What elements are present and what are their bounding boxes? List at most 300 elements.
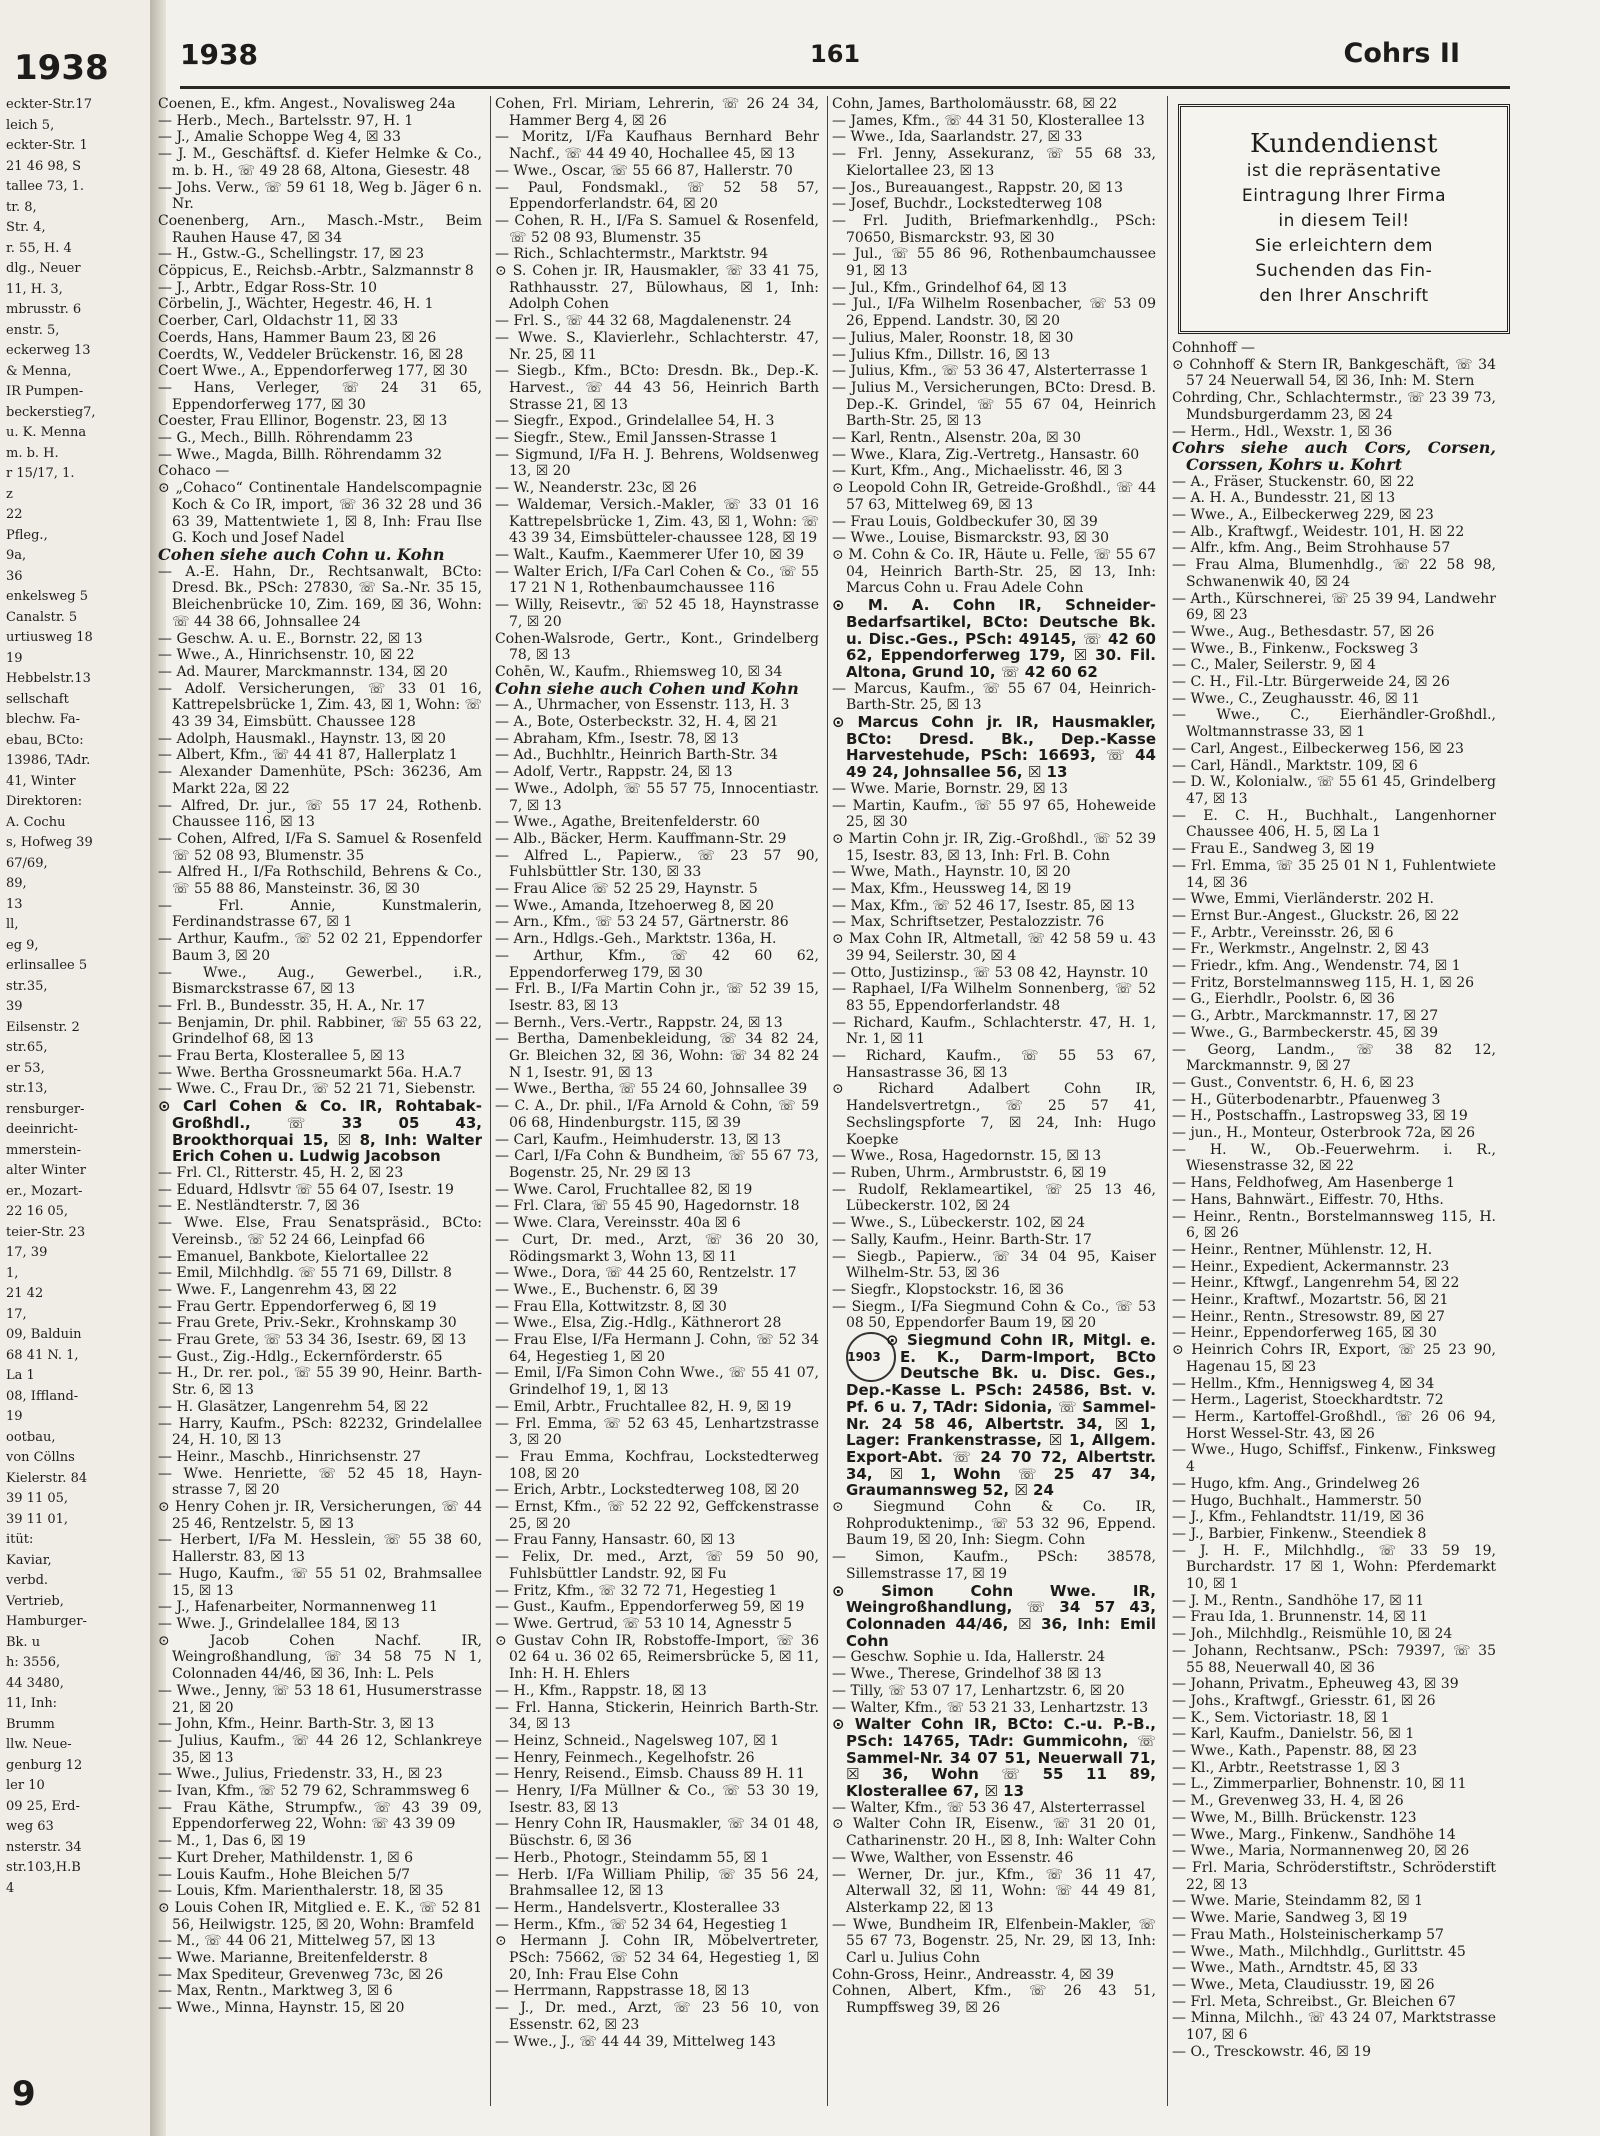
directory-entry: — Julius, Maler, Roonstr. 18, ☒ 30	[832, 329, 1074, 346]
directory-entry: — Wwe., Aug., Gewerbel., i.R., Bismarckstrasse 67, ☒ 13	[158, 964, 482, 998]
prev-page-line: Pfleg.,	[6, 527, 48, 543]
directory-entry: — Wwe., Kath., Papenstr. 88, ☒ 23	[1172, 1743, 1418, 1760]
prev-page-line: 19	[6, 650, 23, 666]
directory-entry: — Fr., Werkmstr., Angelnstr. 2, ☒ 43	[1172, 941, 1430, 958]
directory-entry: — L., Zimmerparlier, Bohnenstr. 10, ☒ 11	[1172, 1776, 1467, 1793]
directory-entry: — Wwe. C., Frau Dr., ☏ 52 21 71, Siebenstr.	[158, 1081, 476, 1098]
directory-entry: — Simon, Kaufm., PSch: 38578, Sillemstrasse 17, ☒ 19	[832, 1549, 1156, 1582]
directory-entry: — Herrmann, Rappstrasse 18, ☒ 13	[495, 1983, 750, 2000]
directory-entry: — M., ☏ 44 06 21, Mittelweg 57, ☒ 13	[158, 1933, 436, 1950]
directory-entry: — H., Güterbodenarbtr., Pfauenweg 3	[1172, 1091, 1441, 1108]
directory-entry: — Herbert, I/Fa M. Hesslein, ☏ 55 38 60, Hallerstr. 83, ☒ 13	[158, 1532, 482, 1566]
directory-entry: — Frau Louis, Goldbeckufer 30, ☒ 39	[832, 513, 1098, 530]
directory-entry: — Siegfr., Klopstockstr. 16, ☒ 36	[832, 1281, 1064, 1298]
directory-entry: — Otto, Justizinsp., ☏ 53 08 42, Haynstr. 10	[832, 964, 1149, 981]
ad-line: den Ihrer Anschrift	[1259, 286, 1429, 306]
directory-entry: — Frl. Emma, ☏ 35 25 01 N 1, Fuhlentwiete 14, ☒ 36	[1172, 857, 1496, 891]
directory-entry: — Wwe, Bundheim IR, Elfenbein-Makler, ☏ 55 67 73, Bogenstr. 25, Nr. 29, ☒ 13, Inh: Carl u. Julius Cohn	[832, 1916, 1156, 1967]
directory-entry: — Wwe., Julius, Friedenstr. 33, H., ☒ 23	[158, 1766, 443, 1783]
directory-entry: — Hugo, Kaufm., ☏ 55 51 02, Brahmsallee 15, ☒ 13	[158, 1565, 482, 1599]
directory-entry: — Walter, Kfm., ☏ 53 36 47, Alsterterrassel	[832, 1799, 1146, 1816]
directory-entry: — Adolf, Vertr., Rappstr. 24, ☒ 13	[495, 764, 733, 781]
prev-page-line: 39 11 01,	[6, 1511, 69, 1527]
directory-entry: — Frl. Clara, ☏ 55 45 90, Hagedornstr. 18	[495, 1198, 800, 1215]
directory-entry: — Waldemar, Versich.-Makler, ☏ 33 01 16 Kattrepelsbrücke 1, Zim. 43, ☒ 1, Wohn: ☏ 43 39 34, Eimsbütteler-chaussee 128, ☒ 19	[495, 496, 819, 547]
directory-entry: — Gust., Kaufm., Eppendorferweg 59, ☒ 19	[495, 1599, 805, 1616]
directory-entry: — Emil, I/Fa Simon Cohn Wwe., ☏ 55 41 07, Grindelhof 19, 1, ☒ 13	[495, 1365, 819, 1399]
directory-entry: — Sally, Kaufm., Heinr. Barth-Str. 17	[832, 1231, 1092, 1248]
directory-entry: — Wwe., J., ☏ 44 44 39, Mittelweg 143	[495, 2033, 776, 2050]
directory-entry: — Max, Kfm., ☏ 52 46 17, Isestr. 85, ☒ 13	[832, 897, 1135, 914]
directory-entry: — Jul., ☏ 55 86 96, Rothenbaumchaussee 91, ☒ 13	[832, 246, 1156, 280]
directory-column-4	[1172, 340, 1496, 2060]
directory-entry: ⊙ Hermann J. Cohn IR, Möbelvertreter, PSch: 75662, ☏ 52 34 64, Hegestieg 1, ☒ 20, Inh: Frau Else Cohn	[495, 1933, 819, 1983]
prev-page-year: 1938	[14, 48, 109, 88]
prev-page-line: 89,	[6, 876, 27, 891]
prev-page-line: 09, Balduin	[6, 1327, 82, 1342]
directory-entry: Cohnhoff —	[1172, 340, 1256, 356]
column-divider	[490, 96, 491, 2106]
directory-entry: — Wwe. Marie, Bornstr. 29, ☒ 13	[832, 780, 1068, 797]
directory-entry: — Heinr., Eppendorferweg 165, ☒ 30	[1172, 1325, 1437, 1342]
directory-entry: — Albert, Kfm., ☏ 44 41 87, Hallerplatz 1	[158, 747, 458, 764]
directory-entry: — Julius, Kfm., ☏ 53 36 47, Alsterterrasse 1	[832, 363, 1149, 380]
directory-entry: — Walter Erich, I/Fa Carl Cohen & Co., ☏ 55 17 21 N 1, Rothenbaumchaussee 116	[495, 563, 819, 597]
directory-entry: ⊙ Max Cohn IR, Altmetall, ☏ 42 58 59 u. 43 39 94, Seilerstr. 30, ☒ 4	[832, 931, 1156, 964]
directory-entry: — Johs. Verw., ☏ 59 61 18, Weg b. Jäger 6 n. Nr.	[158, 179, 482, 213]
directory-entry: — Frau Berta, Klosterallee 5, ☒ 13	[158, 1048, 405, 1065]
directory-entry: — Wwe. Henriette, ☏ 52 45 18, Hayn- strasse 7, ☒ 20	[158, 1465, 482, 1499]
directory-entry: — Karl, Rentn., Alsenstr. 20a, ☒ 30	[832, 430, 1081, 447]
prev-page-line: verbd.	[6, 1573, 49, 1588]
directory-entry: — Wwe. Bertha Grossneumarkt 56a. H.A.7	[158, 1064, 462, 1081]
directory-entry: — Moritz, I/Fa Kaufhaus Bernhard Behr Nachf., ☏ 44 49 40, Hochallee 45, ☒ 13	[495, 129, 819, 163]
directory-entry: — Frau Käthe, Strumpfw., ☏ 43 39 09, Eppendorferweg 22, Wohn: ☏ 43 39 09	[158, 1799, 482, 1833]
directory-entry: — Marcus, Kaufm., ☏ 55 67 04, Heinrich-Barth-Str. 25, ☒ 13	[832, 680, 1156, 714]
directory-entry: — Frl. B., I/Fa Martin Cohn jr., ☏ 52 39 15, Isestr. 83, ☒ 13	[495, 981, 819, 1014]
directory-entry: — Julius Kfm., Dillstr. 16, ☒ 13	[832, 346, 1051, 363]
directory-entry: — Adolph, Hausmakl., Haynstr. 13, ☒ 20	[158, 730, 446, 747]
directory-entry: — Wwe., Magda, Billh. Röhrendamm 32	[158, 446, 443, 463]
prev-page-line: tallee 73, 1.	[6, 179, 85, 194]
directory-entry: — Wwe. Carol, Fruchtallee 82, ☒ 19	[495, 1181, 753, 1198]
directory-entry: — Wwe., Math., Milchhdlg., Gurlittstr. 45	[1172, 1943, 1466, 1960]
directory-entry: ⊙ Jacob Cohen Nachf. IR, Weingroßhandlung, ☏ 34 58 75 N 1, Colonnaden 44/46, ☒ 36, Inh: L. Pels	[158, 1632, 482, 1683]
directory-entry: — Frau Grete, Priv.-Sekr., Krohnskamp 30	[158, 1315, 457, 1332]
directory-entry: — Curt, Dr. med., Arzt, ☏ 36 20 30, Rödingsmarkt 3, Wohn 13, ☒ 11	[495, 1231, 819, 1265]
prev-page-line: 22 16 05,	[6, 1204, 69, 1219]
directory-entry: — Ernst, Kfm., ☏ 52 22 92, Geffckenstrasse 25, ☒ 20	[495, 1499, 819, 1532]
prev-page-line: Kielerstr. 84	[6, 1470, 88, 1486]
directory-entry: — Ernst Bur.-Angest., Gluckstr. 26, ☒ 22	[1172, 907, 1460, 924]
ad-line: Suchenden das Fin-	[1255, 261, 1433, 281]
directory-entry: — Josef, Buchdr., Lockstedterweg 108	[832, 196, 1103, 213]
directory-entry: — Rich., Schlachtermstr., Marktstr. 94	[495, 246, 769, 263]
prev-page-line: erlinsallee 5	[6, 958, 88, 973]
prev-page-line: Vertrieb,	[6, 1593, 64, 1609]
directory-entry: — Herm., Lagerist, Stoeckhardtstr. 72	[1172, 1392, 1444, 1409]
directory-entry: — Frau Gertr. Eppendorferweg 6, ☒ 19	[158, 1298, 437, 1315]
prev-page-line: s, Hofweg 39	[6, 835, 93, 850]
directory-entry: — Karl, Kaufm., Danielstr. 56, ☒ 1	[1172, 1726, 1415, 1743]
prev-page-line: 13	[6, 896, 23, 912]
directory-entry: — Felix, Dr. med., Arzt, ☏ 59 50 90, Fuhlsbüttler Landstr. 92, ☒ Fu	[495, 1549, 819, 1582]
prev-page-line: urtiusweg 18	[6, 630, 93, 645]
directory-entry: — Wwe., Hugo, Schiffsf., Finkenw., Finksweg 4	[1172, 1442, 1496, 1476]
directory-entry: — Alfr., kfm. Ang., Beim Strohhause 57	[1172, 540, 1451, 557]
directory-entry: — Wwe., Amanda, Itzehoerweg 8, ☒ 20	[495, 897, 774, 914]
directory-entry: — H., Kfm., Rappstr. 18, ☒ 13	[495, 1682, 707, 1699]
directory-entry: — Alexander Damenhüte, PSch: 36236, Am Markt 22a, ☒ 22	[158, 764, 482, 797]
directory-entry: — Herm., Hdl., Wexstr. 1, ☒ 36	[1172, 423, 1393, 440]
directory-entry: — Frl. Meta, Schreibst., Gr. Bleichen 67	[1172, 1993, 1456, 2010]
prev-page-line: m. b. H.	[6, 445, 59, 461]
directory-entry: — Hugo, kfm. Ang., Grindelweg 26	[1172, 1475, 1420, 1492]
directory-entry: — Wwe., Math., Arndtstr. 45, ☒ 33	[1172, 1960, 1418, 1977]
directory-entry: — Wwe., Agathe, Breitenfelderstr. 60	[495, 814, 760, 831]
header-name-range: Cohrs II	[1343, 38, 1460, 69]
prev-page-line: 17,	[6, 1306, 27, 1322]
prev-page-line: beckerstieg7,	[6, 404, 96, 420]
prev-page-line: Str. 4,	[6, 220, 46, 235]
directory-entry: — Heinr., Kraftwf., Mozartstr. 56, ☒ 21	[1172, 1292, 1449, 1309]
prev-page-line: 09 25, Erd-	[6, 1798, 80, 1814]
prev-page-line: enkelsweg 5	[6, 589, 89, 604]
directory-entry: — Frau Alma, Blumenhdlg., ☏ 22 58 98, Schwanenwik 40, ☒ 24	[1172, 557, 1496, 590]
directory-entry: — C., Maler, Seilerstr. 9, ☒ 4	[1172, 657, 1376, 674]
directory-entry: — Alb., Kraftwgf., Weidestr. 101, H. ☒ 22	[1172, 523, 1465, 540]
directory-entry: — Siegfr., Stew., Emil Janssen-Strasse 1	[495, 430, 779, 447]
directory-entry: — jun., H., Monteur, Osterbrook 72a, ☒ 26	[1172, 1125, 1476, 1142]
prev-page-line: 41, Winter	[6, 773, 76, 789]
directory-entry: — Jul., I/Fa Wilhelm Rosenbacher, ☏ 53 09 26, Eppend. Landstr. 30, ☒ 20	[832, 296, 1156, 330]
firm-entry: ⊙ Marcus Cohn jr. IR, Hausmakler, BCto: Dresd. Bk., Dep.-Kasse Harvestehude, PSch: 16693, ☏ 44 49 24, Johnsallee 56, ☒ 13	[832, 713, 1156, 782]
directory-entry: — Johann, Rechtsanw., PSch: 79397, ☏ 35 55 88, Neuerwall 40, ☒ 36	[1172, 1642, 1496, 1676]
directory-entry: — Wwe., C., Eierhändler-Großhdl., Woltmannstrasse 33, ☒ 1	[1172, 707, 1496, 741]
directory-entry: — Henry Cohn IR, Hausmakler, ☏ 34 01 48, Büschstr. 6, ☒ 36	[495, 1816, 819, 1850]
directory-entry: — C. H., Fil.-Ltr. Bürgerweide 24, ☒ 26	[1172, 674, 1450, 691]
directory-entry: — Frl. Emma, ☏ 52 63 45, Lenhartzstrasse 3, ☒ 20	[495, 1415, 819, 1449]
directory-entry: Coerds, Hans, Hammer Baum 23, ☒ 26	[158, 329, 437, 346]
surname-header: Cohn siehe auch Cohen und Kohn	[495, 678, 799, 698]
prev-page-line: Hebbelstr.13	[6, 671, 91, 686]
prev-page-line: 22	[6, 507, 23, 522]
directory-entry: — H. W., Ob.-Feuerwehrm. i. R., Wiesenstrasse 32, ☒ 22	[1172, 1141, 1496, 1175]
directory-entry: — K., Sem. Victoriastr. 18, ☒ 1	[1172, 1709, 1390, 1726]
directory-entry: — Wwe., Dora, ☏ 44 25 60, Rentzelstr. 17	[495, 1265, 797, 1282]
directory-entry: ⊙ S. Cohen jr. IR, Hausmakler, ☏ 33 41 75, Rathhausstr. 27, Bülowhaus, ☒ 1, Inh: Adolph Cohen	[495, 263, 819, 313]
directory-entry: — Frl. Cl., Ritterstr. 45, H. 2, ☒ 23	[158, 1165, 404, 1181]
directory-entry: — Wwe., Adolph, ☏ 55 57 75, Innocentiastr. 7, ☒ 13	[495, 780, 819, 814]
directory-entry: — Frl. Jenny, Assekuranz, ☏ 55 68 33, Kielortallee 23, ☒ 13	[832, 146, 1156, 179]
ad-line: Eintragung Ihrer Firma	[1241, 186, 1447, 206]
previous-page-edge	[0, 0, 151, 2136]
directory-entry: — Wwe, Math., Haynstr. 10, ☒ 20	[832, 864, 1071, 881]
directory-entry: — Wwe., Elsa, Zig.-Hdlg., Käthnerort 28	[495, 1315, 782, 1332]
directory-entry: — Friedr., kfm. Ang., Wendenstr. 74, ☒ 1	[1172, 958, 1461, 975]
ad-line: ist die repräsentative	[1246, 161, 1442, 181]
directory-entry: — A.-E. Hahn, Dr., Rechtsanwalt, BCto: Dresd. Bk., PSch: 27830, ☏ Sa.-Nr. 35 15, Bleichenbrücke 10, Zim. 169, ☒ 36, Wohn: ☏ 44 38 66, Johnsallee 24	[158, 563, 482, 630]
directory-entry: — Martin, Kaufm., ☏ 55 97 65, Hoheweide 25, ☒ 30	[832, 797, 1156, 831]
directory-entry: — Herm., Handelsvertr., Klosterallee 33	[495, 1899, 781, 1916]
directory-entry: — Wwe, Emmi, Vierländerstr. 202 H.	[1172, 891, 1434, 908]
directory-entry: — Rudolf, Reklameartikel, ☏ 25 13 46, Lübeckerstr. 102, ☒ 24	[832, 1181, 1156, 1215]
directory-entry: — H. Glasätzer, Langenrehm 54, ☒ 22	[158, 1398, 429, 1415]
directory-entry: — J. M., Geschäftsf. d. Kiefer Helmke & Co., m. b. H., ☏ 49 28 68, Altona, Giesestr. 48	[158, 146, 482, 179]
directory-entry: ⊙ Siegmund Cohn & Co. IR, Rohproduktenimp., ☏ 53 32 96, Eppend. Baum 19, ☒ 20, Inh: Siegm. Cohn	[832, 1499, 1156, 1549]
directory-entry: — Wwe., B., Finkenw., Focksweg 3	[1172, 640, 1419, 657]
directory-entry: ⊙ Gustav Cohn IR, Robstoffe-Import, ☏ 36 02 64 u. 36 02 65, Reimersbrücke 5, ☒ 11, Inh: H. H. Ehlers	[495, 1632, 819, 1683]
directory-entry: — Johann, Privatm., Epheuweg 43, ☒ 39	[1172, 1676, 1459, 1693]
directory-entry: — C. A., Dr. phil., I/Fa Arnold & Cohn, ☏ 59 06 68, Hindenburgstr. 115, ☒ 39	[495, 1098, 819, 1131]
directory-entry: Cohen-Walsrode, Gertr., Kont., Grindelberg 78, ☒ 13	[495, 630, 819, 664]
directory-entry: — Wwe. Clara, Vereinsstr. 40a ☒ 6	[495, 1215, 741, 1232]
firm-entry: ⊙ M. A. Cohn IR, Schneider-Bedarfsartikel, BCto: Deutsche Bk. u. Disc.-Ges., PSch: 49145, ☏ 42 60 62, Eppendorferweg 179, ☒ 30. Fil. Altona, Grund 10, ☏ 42 60 62	[832, 596, 1156, 681]
directory-entry: — Max, Schriftsetzer, Pestalozzistr. 76	[832, 914, 1105, 931]
directory-entry: — G., Arbtr., Marckmannstr. 17, ☒ 27	[1172, 1008, 1439, 1025]
prev-page-line: er., Mozart-	[6, 1183, 83, 1199]
directory-entry: — Arn., Kfm., ☏ 53 24 57, Gärtnerstr. 86	[495, 914, 789, 931]
directory-entry: — Herb. I/Fa William Philip, ☏ 35 56 24, Brahmsallee 12, ☒ 13	[495, 1866, 819, 1900]
prev-page-line: Canalstr. 5	[6, 609, 78, 625]
prev-page-line: str.103,H.B	[6, 1860, 81, 1875]
prev-page-line: dlg., Neuer	[6, 261, 81, 276]
directory-entry: — Kurt, Kfm., Ang., Michaelisstr. 46, ☒ 3	[832, 463, 1123, 480]
directory-entry: — Julius, Kaufm., ☏ 44 26 12, Schlankreye 35, ☒ 13	[158, 1732, 482, 1766]
column-divider	[1167, 96, 1168, 2106]
directory-entry: — Frau Grete, ☏ 53 34 36, Isestr. 69, ☒ 13	[158, 1332, 467, 1349]
directory-entry: — W., Neanderstr. 23c, ☒ 26	[495, 480, 697, 497]
directory-entry: — G., Mech., Billh. Röhrendamm 23	[158, 430, 414, 447]
prev-page-line: 1,	[6, 1265, 19, 1281]
directory-entry: Cohēn, W., Kaufm., Rhiemsweg 10, ☒ 34	[495, 663, 783, 680]
directory-entry: — J., Barbier, Finkenw., Steendiek 8	[1172, 1525, 1427, 1542]
directory-entry: — Frau Fanny, Hansastr. 60, ☒ 13	[495, 1532, 736, 1549]
prev-page-line: er 53,	[6, 1060, 45, 1076]
directory-entry: — Alfred, Dr. jur., ☏ 55 17 24, Rothenb. Chaussee 116, ☒ 13	[158, 797, 482, 831]
prev-page-line: Kaviar,	[6, 1552, 52, 1568]
prev-page-line: weg 63	[6, 1819, 54, 1834]
directory-entry: — Heinr., Rentner, Mühlenstr. 12, H.	[1172, 1241, 1433, 1258]
directory-entry: — Alb., Bäcker, Herm. Kauffmann-Str. 29	[495, 830, 787, 847]
directory-entry: — Erich, Arbtr., Lockstedterweg 108, ☒ 20	[495, 1482, 800, 1499]
firm-entry: ⊙ Simon Cohn Wwe. IR, Weingroßhandlung, ☏ 34 57 43, Colonnaden 44/46, ☒ 36, Inh: Emil Cohn	[832, 1581, 1156, 1650]
directory-entry: — Wwe., Ida, Saarlandstr. 27, ☒ 33	[832, 129, 1083, 146]
directory-entry: Coester, Frau Ellinor, Bogenstr. 23, ☒ 13	[158, 413, 448, 430]
directory-column-2	[495, 96, 819, 2050]
directory-entry: ⊙ Richard Adalbert Cohn IR, Handelsvertretgn., ☏ 25 57 41, Sechslingspforte 7, ☒ 24, Inh: Hugo Koepke	[832, 1081, 1156, 1148]
prev-page-line: 19	[6, 1409, 23, 1424]
directory-entry: — Wwe. J., Grindelallee 184, ☒ 13	[158, 1615, 400, 1632]
prev-page-line: ebau, BCto:	[6, 732, 84, 748]
prev-page-line: str.13,	[6, 1081, 48, 1096]
directory-column-1	[158, 96, 482, 2017]
prev-page-line: Direktoren:	[6, 794, 83, 809]
directory-entry: — A., Fräser, Stuckenstr. 60, ☒ 22	[1172, 473, 1415, 490]
directory-entry: — J., Amalie Schoppe Weg 4, ☒ 33	[158, 129, 401, 146]
directory-entry: — M., 1, Das 6, ☒ 19	[158, 1833, 306, 1850]
directory-entry: — Eduard, Hdlsvtr ☏ 55 64 07, Isestr. 19	[158, 1181, 454, 1198]
directory-entry: — Frau Ida, 1. Brunnenstr. 14, ☒ 11	[1172, 1609, 1428, 1626]
directory-entry: — Arth., Kürschnerei, ☏ 25 39 94, Landwehr 69, ☒ 23	[1172, 590, 1496, 624]
prev-page-line: eckter-Str. 1	[6, 138, 88, 153]
prev-page-line: Eilsenstr. 2	[6, 1019, 80, 1035]
prev-page-line: tr. 8,	[6, 199, 37, 215]
directory-entry: — Ad. Maurer, Marckmannstr. 134, ☒ 20	[158, 663, 448, 680]
directory-entry: — Richard, Kaufm., ☏ 55 53 67, Hansastrasse 36, ☒ 13	[832, 1048, 1156, 1081]
directory-entry: — Louis, Kfm. Marienthalerstr. 18, ☒ 35	[158, 1883, 444, 1900]
directory-entry: Cohn, James, Bartholomäusstr. 68, ☒ 22	[832, 96, 1118, 112]
directory-entry: — G., Eierhdlr., Poolstr. 6, ☒ 36	[1172, 991, 1395, 1008]
directory-entry: — Tilly, ☏ 53 07 17, Lenhartzstr. 6, ☒ 20	[832, 1682, 1125, 1699]
directory-entry: Cohn-Gross, Heinr., Andreasstr. 4, ☒ 39	[832, 1966, 1115, 1983]
directory-entry: — M., Grevenweg 33, H. 4, ☒ 26	[1172, 1793, 1404, 1810]
directory-entry: — Abraham, Kfm., Isestr. 78, ☒ 13	[495, 730, 739, 747]
advertisement-box	[1178, 104, 1510, 334]
directory-entry: — Kurt Dreher, Mathildenstr. 1, ☒ 6	[158, 1849, 414, 1866]
header-year: 1938	[180, 38, 258, 71]
directory-column-3	[832, 96, 1156, 2017]
prev-page-line: 4	[6, 1880, 15, 1896]
directory-entry: — Wwe. F., Langenrehm 43, ☒ 22	[158, 1281, 398, 1298]
directory-entry: — Alfred L., Papierw., ☏ 23 57 90, Fuhlsbüttler Str. 130, ☒ 33	[495, 847, 819, 881]
directory-entry: — Frl. Judith, Briefmarkenhdlg., PSch: 70650, Bismarckstr. 93, ☒ 30	[832, 212, 1156, 246]
directory-entry: ⊙ Leopold Cohn IR, Getreide-Großhdl., ☏ 44 57 63, Mittelweg 69, ☒ 13	[832, 480, 1156, 513]
directory-entry: — Wwe., Klara, Zig.-Vertretg., Hansastr. 60	[832, 446, 1140, 463]
directory-entry: — Minna, Milchh., ☏ 43 24 07, Marktstrasse 107, ☒ 6	[1172, 2010, 1496, 2044]
surname-header: Cohen siehe auch Cohn u. Kohn	[158, 544, 445, 564]
directory-entry: — Geschw. Sophie u. Ida, Hallerstr. 24	[832, 1649, 1106, 1666]
directory-entry: — Hans, Bahnwärt., Eiffestr. 70, Hths.	[1172, 1191, 1444, 1208]
directory-entry: Cörbelin, J., Wächter, Hegestr. 46, H. 1	[158, 296, 434, 313]
prev-page-line: von Cöllns	[6, 1450, 75, 1465]
directory-entry: — J., Dr. med., Arzt, ☏ 23 56 10, von Essenstr. 62, ☒ 23	[495, 2000, 819, 2033]
directory-entry: — Siegfr., Expod., Grindelallee 54, H. 3	[495, 413, 775, 430]
directory-entry: Coerdts, W., Veddeler Brückenstr. 16, ☒ 28	[158, 346, 464, 363]
directory-entry: ⊙ Walter Cohn IR, Eisenw., ☏ 31 20 01, Catharinenstr. 20 H., ☒ 8, Inh: Walter Cohn	[832, 1816, 1156, 1850]
surname-header: Cohrs siehe auch Cors, Corsen, Corssen, Kohrs u. Kohrt	[1172, 438, 1496, 474]
prev-page-line: 9a,	[6, 548, 27, 563]
directory-entry: — Frl. Maria, Schröderstiftstr., Schröderstift 22, ☒ 13	[1172, 1859, 1496, 1893]
directory-entry: — Wwe., A., Eilbeckerweg 229, ☒ 23	[1172, 507, 1434, 524]
directory-entry: — Benjamin, Dr. phil. Rabbiner, ☏ 55 63 22, Grindelhof 68, ☒ 13	[158, 1014, 482, 1048]
prev-page-line: mbrusstr. 6	[6, 302, 82, 317]
directory-entry: — Wwe., A., Hinrichsenstr. 10, ☒ 22	[158, 647, 415, 664]
prev-page-line: La 1	[6, 1368, 35, 1383]
directory-entry: — Max, Rentn., Marktweg 3, ☒ 6	[158, 1983, 393, 2000]
directory-entry: — Emanuel, Bankbote, Kielortallee 22	[158, 1248, 429, 1265]
directory-entry: — Hans, Verleger, ☏ 24 31 65, Eppendorferweg 177, ☒ 30	[158, 379, 482, 413]
directory-entry: — H., Postschaffn., Lastropsweg 33, ☒ 19	[1172, 1108, 1468, 1125]
page-number: 161	[810, 40, 861, 68]
ad-line: Sie erleichtern dem	[1254, 236, 1434, 256]
prev-page-line: blechw. Fa-	[6, 712, 80, 727]
directory-entry: — Siegm., I/Fa Siegmund Cohn & Co., ☏ 53 08 50, Eppendorfer Baum 19, ☒ 20	[832, 1298, 1156, 1332]
directory-entry: — Herb., Mech., Bartelsstr. 97, H. 1	[158, 112, 414, 129]
directory-entry: — Raphael, I/Fa Wilhelm Sonnenberg, ☏ 52 83 55, Eppendorferlandstr. 48	[832, 981, 1156, 1014]
prev-page-line: 08, Iffland-	[6, 1388, 79, 1404]
directory-entry: — Hellm., Kfm., Hennigsweg 4, ☒ 34	[1172, 1375, 1435, 1392]
prev-page-line: itüt:	[6, 1532, 34, 1547]
prev-page-line: Hamburger-	[6, 1614, 87, 1629]
directory-entry: — Wwe., Marg., Finkenw., Sandhöhe 14	[1172, 1826, 1456, 1843]
firm-entry: ⊙ Walter Cohn IR, BCto: C.-u. P.-B., PSch: 14765, TAdr: Gummicohn, ☏ Sammel-Nr. 34 07 51, Neuerwall 71, ☒ 36, Wohn ☏ 55 11 89, Klosterallee 67, ☒ 13	[832, 1715, 1156, 1801]
directory-entry: — Georg, Landm., ☏ 38 82 12, Marckmannstr. 9, ☒ 27	[1172, 1041, 1496, 1075]
directory-entry: — Adolf. Versicherungen, ☏ 33 01 16, Kattrepelsbrücke 1, Zim. 43, ☒ 1, Wohn: ☏ 43 39 34, Eimsbütt. Chaussee 128	[158, 680, 482, 731]
directory-entry: — Max, Kfm., Heussweg 14, ☒ 19	[832, 881, 1072, 898]
directory-entry: — Wwe., G., Barmbeckerstr. 45, ☒ 39	[1172, 1024, 1439, 1041]
directory-entry: — Heinr., Maschb., Hinrichsenstr. 27	[158, 1448, 421, 1465]
directory-entry: — Wwe., E., Buchenstr. 6, ☒ 39	[495, 1281, 718, 1298]
directory-entry: — Max Spediteur, Grevenweg 73c, ☒ 26	[158, 1966, 444, 1983]
directory-entry: — Frl. Annie, Kunstmalerin, Ferdinandstrasse 67, ☒ 1	[158, 897, 482, 931]
directory-entry: — Heinr., Rentn., Borstelmannsweg 115, H. 6, ☒ 26	[1172, 1208, 1496, 1242]
prev-page-line: alter Winter	[6, 1163, 86, 1178]
directory-entry: — Carl, Händl., Marktstr. 109, ☒ 6	[1172, 757, 1418, 774]
directory-entry: — Hugo, Buchhalt., Hammerstr. 50	[1172, 1492, 1422, 1509]
prev-page-line: eg 9,	[6, 937, 39, 953]
prev-page-line: 44 3480,	[6, 1675, 64, 1691]
directory-entry: — Wwe, Walther, von Essenstr. 46	[832, 1849, 1074, 1866]
prev-page-line: ootbau,	[6, 1429, 56, 1445]
directory-entry: — Herb., Photogr., Steindamm 55, ☒ 1	[495, 1849, 770, 1866]
directory-entry: — Henry, Feinmech., Kegelhofstr. 26	[495, 1749, 755, 1766]
column-divider	[827, 96, 828, 2106]
directory-entry: — Frau Else, I/Fa Hermann J. Cohn, ☏ 52 34 64, Hegestieg 1, ☒ 20	[495, 1332, 819, 1365]
directory-entry: — O., Tresckowstr. 46, ☒ 19	[1172, 2043, 1372, 2060]
directory-entry: — Richard, Kaufm., Schlachterstr. 47, H. 1, Nr. 1, ☒ 11	[832, 1014, 1156, 1048]
directory-entry: — Arthur, Kfm., ☏ 42 60 62, Eppendorferweg 179, ☒ 30	[495, 947, 819, 981]
prev-page-line: sellschaft	[6, 691, 69, 707]
directory-entry: ⊙ Henry Cohen jr. IR, Versicherungen, ☏ 44 25 46, Rentzelstr. 5, ☒ 13	[158, 1499, 482, 1532]
directory-entry: — Heinr., Expedient, Ackermannstr. 23	[1172, 1258, 1450, 1275]
directory-entry: — Fritz, Borstelmannsweg 115, H. 1, ☒ 26	[1172, 974, 1475, 991]
directory-entry: Cohnen, Albert, Kfm., ☏ 26 43 51, Rumpffsweg 39, ☒ 26	[832, 1983, 1156, 2017]
directory-entry: — Wwe., Bertha, ☏ 55 24 60, Johnsallee 39	[495, 1081, 808, 1098]
directory-entry: — J., Kfm., Fehlandtstr. 11/19, ☒ 36	[1172, 1509, 1425, 1526]
directory-entry: — Wwe. Marie, Sandweg 3, ☒ 19	[1172, 1910, 1408, 1927]
prev-page-line: r 15/17, 1.	[6, 466, 75, 481]
prev-page-line: 39	[6, 999, 23, 1014]
ad-line: in diesem Teil!	[1278, 211, 1410, 231]
directory-entry: — Ad., Buchhltr., Heinrich Barth-Str. 34	[495, 747, 778, 764]
directory-entry: — Wwe., Rosa, Hagedornstr. 15, ☒ 13	[832, 1148, 1102, 1165]
prev-page-line: 11, H. 3,	[6, 281, 63, 297]
directory-entry: — Frau Alice ☏ 52 25 29, Haynstr. 5	[495, 881, 758, 898]
directory-entry: — Emil, Arbtr., Fruchtallee 82, H. 9, ☒ 19	[495, 1398, 792, 1415]
directory-entry: — Julius M., Versicherungen, BCto: Dresd. B. Dep.-K. Grindel, ☏ 55 67 04, Heinrich Barth-Str. 25, ☒ 13	[832, 379, 1156, 430]
prev-page-line: 39 11 05,	[6, 1491, 69, 1506]
directory-entry: — Wwe. Else, Frau Senatspräsid., BCto: Vereinsb., ☏ 52 24 66, Leinpfad 66	[158, 1215, 482, 1248]
prev-page-line: & Menna,	[6, 363, 72, 379]
directory-entry: — Wwe. Marianne, Breitenfelderstr. 8	[158, 1950, 428, 1967]
directory-entry: — Carl, I/Fa Cohn & Bundheim, ☏ 55 67 73, Bogenstr. 25, Nr. 29 ☒ 13	[495, 1148, 819, 1181]
directory-entry: — Wwe. Marie, Steindamm 82, ☒ 1	[1172, 1893, 1423, 1910]
directory-entry: — Paul, Fondsmakl., ☏ 52 58 57, Eppendorferlandstr. 64, ☒ 20	[495, 179, 819, 213]
directory-entry: — Kl., Arbtr., Reetstrasse 1, ☒ 3	[1172, 1759, 1401, 1776]
directory-entry: — Louis Kaufm., Hohe Bleichen 5/7	[158, 1866, 410, 1883]
directory-entry: — Wwe., C., Zeughausstr. 46, ☒ 11	[1172, 690, 1420, 707]
directory-entry: — Ivan, Kfm., ☏ 52 79 62, Schrammsweg 6	[158, 1783, 470, 1800]
directory-entry: — Heinz, Schneid., Nagelsweg 107, ☒ 1	[495, 1732, 779, 1749]
prev-page-line: str.65,	[6, 1040, 48, 1055]
prev-page-line: 17, 39	[6, 1245, 48, 1260]
header-rule	[180, 86, 1510, 89]
prev-page-line: 68 41 N. 1,	[6, 1347, 79, 1363]
directory-entry: — Gust., Zig.-Hdlg., Eckernförderstr. 65	[158, 1348, 443, 1365]
prev-page-line: Bk. u	[6, 1634, 41, 1650]
directory-entry: — Joh., Milchhdlg., Reismühle 10, ☒ 24	[1172, 1626, 1453, 1643]
